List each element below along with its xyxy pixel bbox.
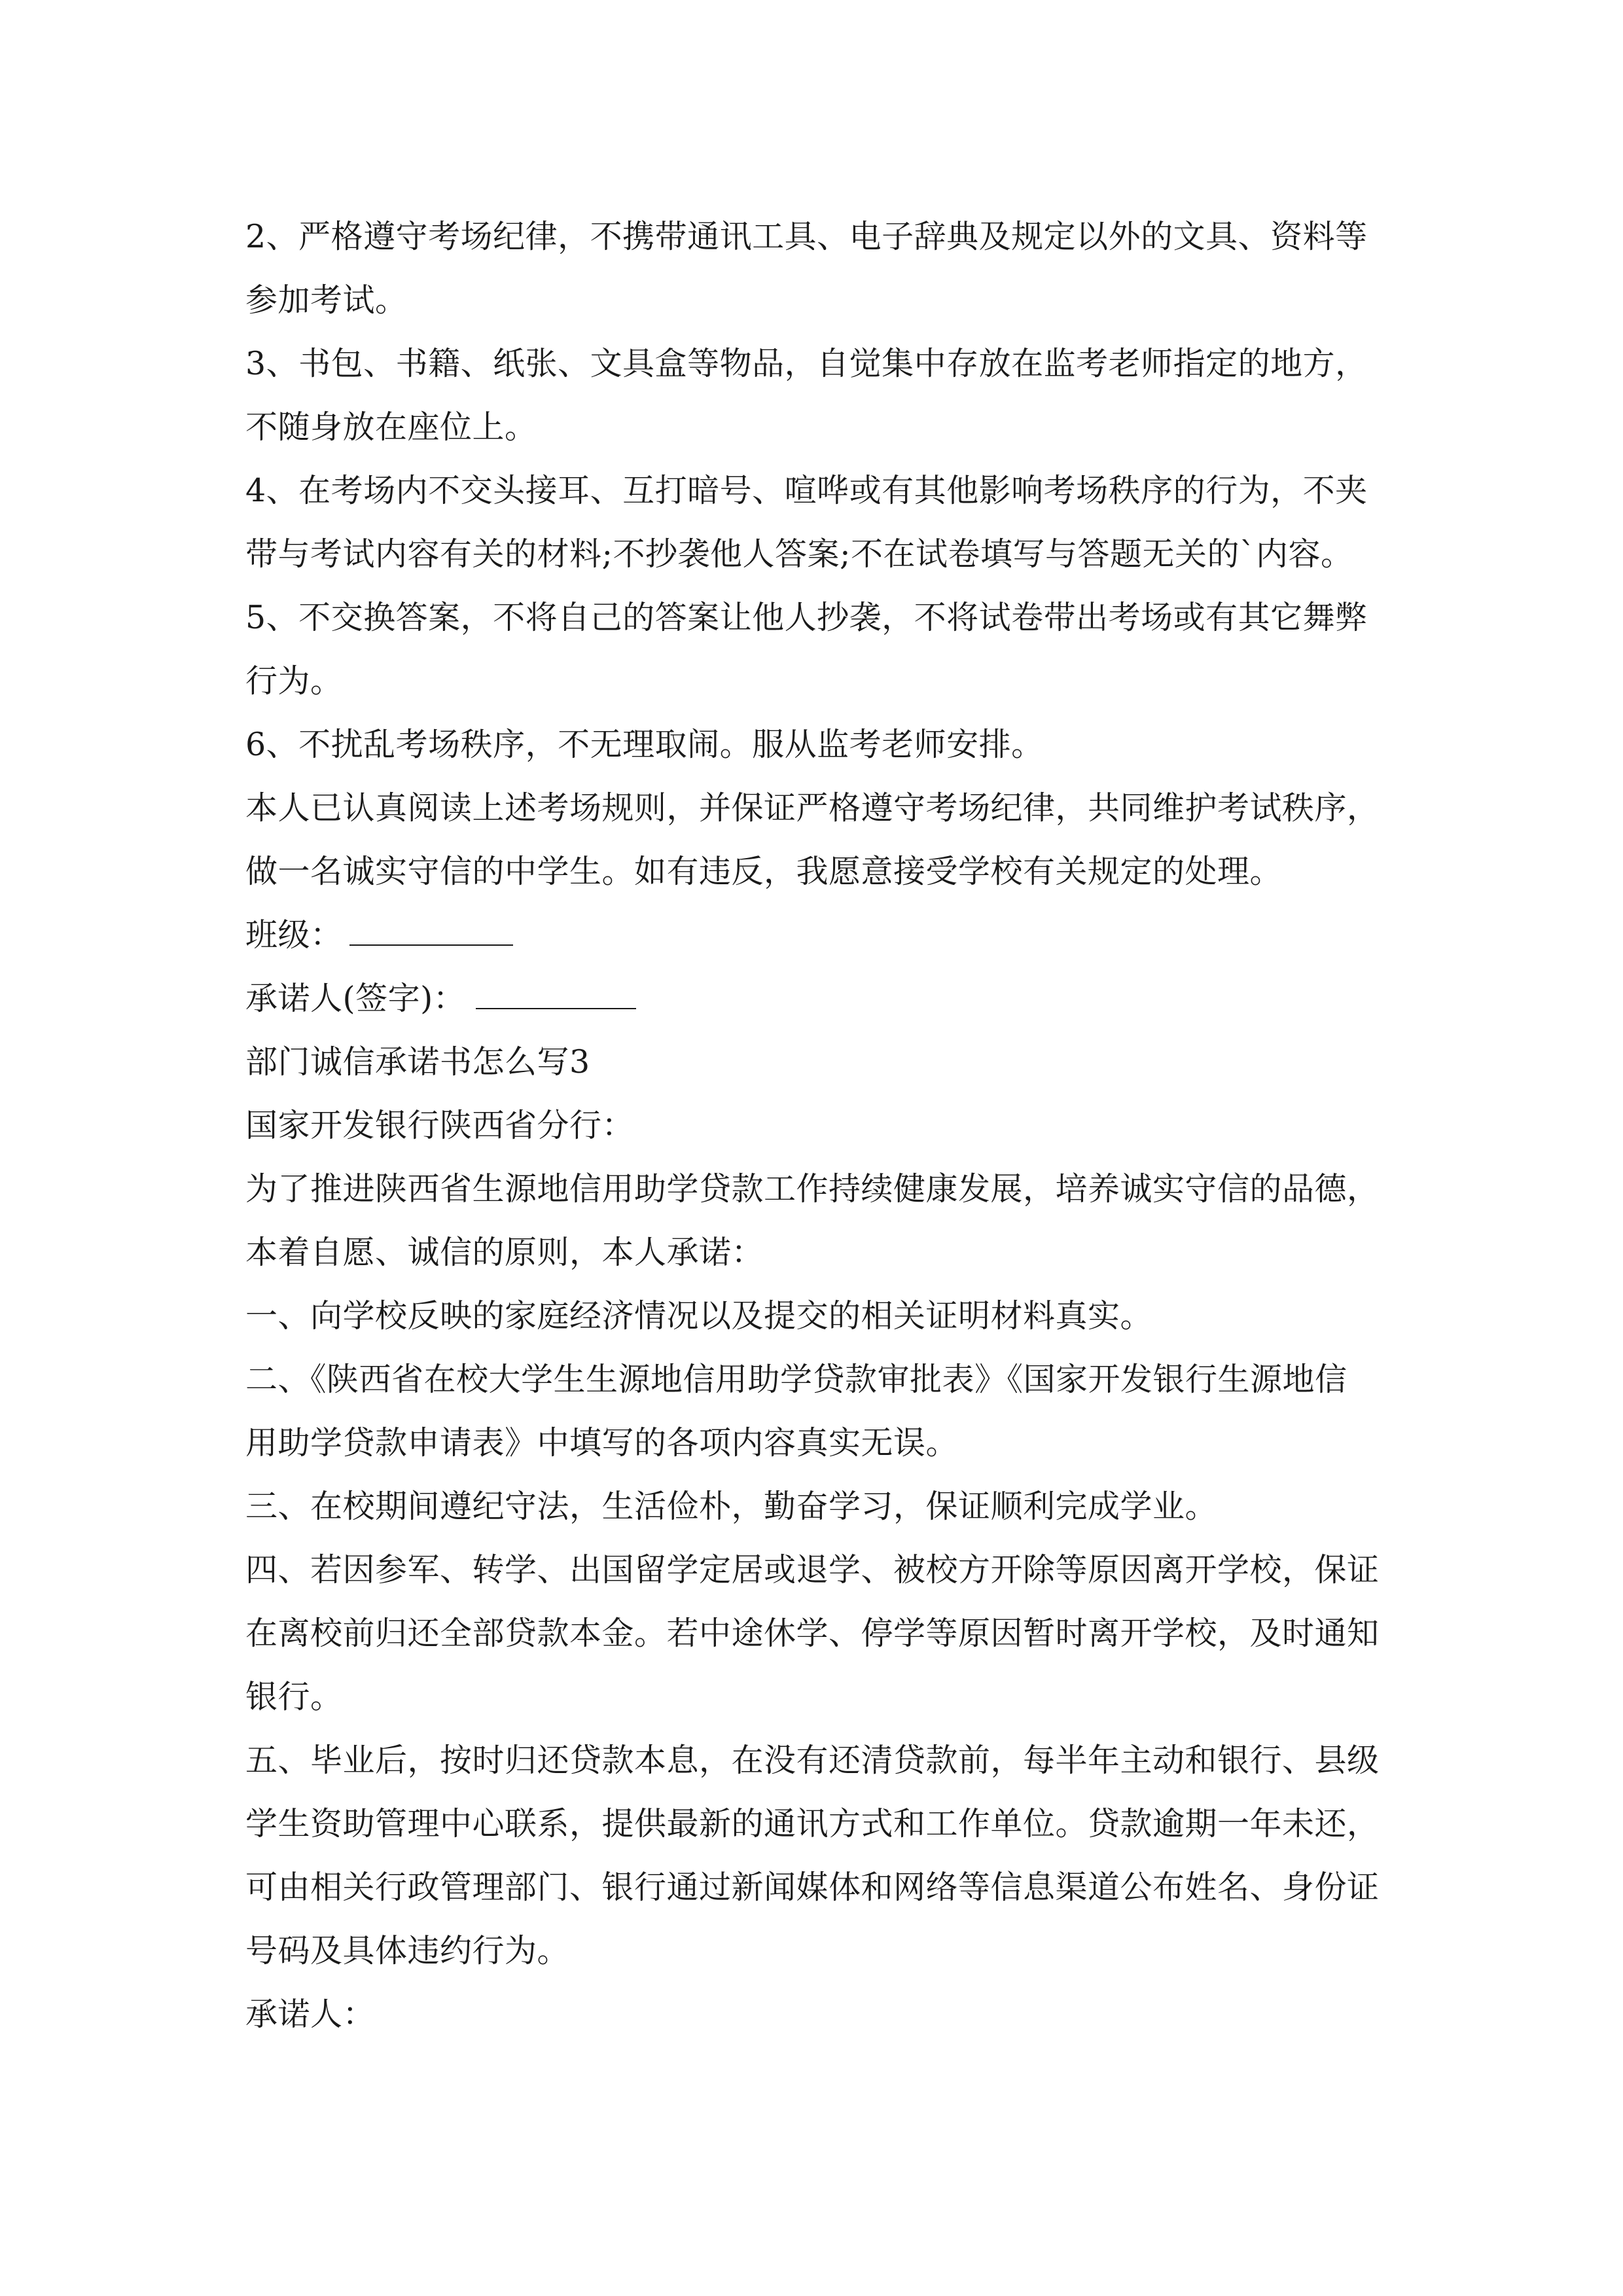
signer-field bbox=[245, 967, 1397, 1030]
text-line: 四、若因参军、转学、出国留学定居或退学、被校方开除等原因离开学校，保证 bbox=[245, 1551, 1380, 1588]
section-title: 部门诚信承诺书怎么写3 bbox=[245, 1043, 590, 1081]
text-line: 可由相关行政管理部门、银行通过新闻媒体和网络等信息渠道公布姓名、身份证 bbox=[245, 1869, 1380, 1906]
text-line: 学生资助管理中心联系，提供最新的通讯方式和工作单位。贷款逾期一年未还， bbox=[245, 1805, 1380, 1842]
class-field bbox=[245, 903, 1397, 967]
text-line: 3、书包、书籍、纸张、文具盒等物品，自觉集中存放在监考老师指定的地方， bbox=[245, 345, 1368, 382]
text-line: 为了推进陕西省生源地信用助学贷款工作持续健康发展，培养诚实守信的品德， bbox=[245, 1170, 1380, 1208]
text-line: 用助学贷款申请表》中填写的各项内容真实无误。 bbox=[245, 1424, 959, 1462]
text-line: 二、《陕西省在校大学生生源地信用助学贷款审批表》《国家开发银行生源地信 bbox=[245, 1361, 1347, 1398]
text-line: 本着自愿、诚信的原则，本人承诺： bbox=[245, 1234, 764, 1271]
text-line: 做一名诚实守信的中学生。如有违反，我愿意接受学校有关规定的处理。 bbox=[245, 853, 1283, 890]
text-line: 2、严格遵守考场纪律，不携带通讯工具、电子辞典及规定以外的文具、资料等 bbox=[245, 218, 1368, 255]
text-line: 本人已认真阅读上述考场规则，并保证严格遵守考场纪律，共同维护考试秩序， bbox=[245, 789, 1380, 827]
signer-label: 承诺人(签字)： bbox=[245, 980, 466, 1017]
text-line: 三、在校期间遵纪守法，生活俭朴，勤奋学习，保证顺利完成学业。 bbox=[245, 1488, 1218, 1525]
text-line: 行为。 bbox=[245, 662, 343, 700]
document-body bbox=[245, 205, 1397, 2046]
text-line: 5、不交换答案，不将自己的答案让他人抄袭，不将试卷带出考场或有其它舞弊 bbox=[245, 599, 1368, 636]
text-line: 银行。 bbox=[245, 1678, 343, 1715]
text-line: 6、不扰乱考场秩序，不无理取闹。服从监考老师安排。 bbox=[245, 726, 1044, 763]
class-label: 班级： bbox=[245, 916, 343, 954]
text-line: 一、向学校反映的家庭经济情况以及提交的相关证明材料真实。 bbox=[245, 1297, 1153, 1335]
text-line: 参加考试。 bbox=[245, 281, 408, 319]
recipient-line: 国家开发银行陕西省分行： bbox=[245, 1107, 635, 1144]
text-line: 五、毕业后，按时归还贷款本息，在没有还清贷款前，每半年主动和银行、县级 bbox=[245, 1742, 1380, 1779]
text-line: 号码及具体违约行为。 bbox=[245, 1932, 570, 1969]
class-blank bbox=[349, 918, 513, 946]
text-line: 在离校前归还全部贷款本金。若中途休学、停学等原因暂时离开学校，及时通知 bbox=[245, 1615, 1380, 1652]
text-line: 不随身放在座位上。 bbox=[245, 408, 537, 446]
signer-blank bbox=[476, 982, 636, 1009]
text-line: 带与考试内容有关的材料;不抄袭他人答案;不在试卷填写与答题无关的`内容。 bbox=[245, 535, 1353, 573]
signer-line: 承诺人： bbox=[245, 1996, 376, 2033]
text-line: 4、在考场内不交头接耳、互打暗号、喧哗或有其他影响考场秩序的行为，不夹 bbox=[245, 472, 1368, 509]
